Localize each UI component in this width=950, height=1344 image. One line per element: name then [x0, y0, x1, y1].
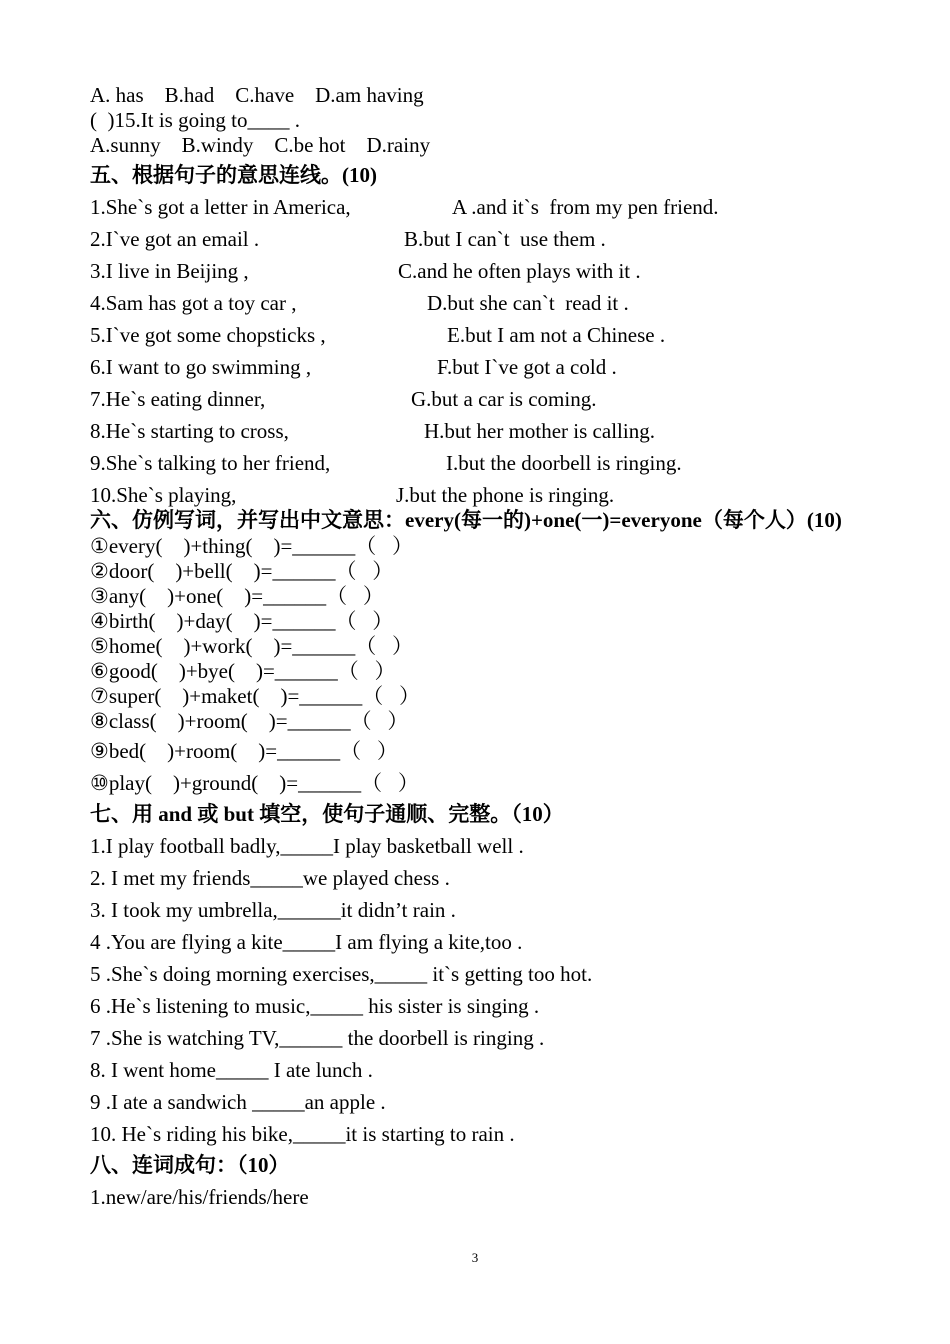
- fill-item-8: 8. I went home_____ I ate lunch .: [90, 1058, 373, 1082]
- fill-item-1: 1.I play football badly,_____I play basketball well .: [90, 834, 524, 858]
- match-right-d: D.but she can`t read it .: [427, 291, 629, 315]
- fill-item-6: 6 .He`s listening to music,_____ his sister is singing .: [90, 994, 540, 1018]
- match-left-2: 2.I`ve got an email .: [90, 227, 260, 251]
- match-left-4: 4.Sam has got a toy car ,: [90, 291, 297, 315]
- match-right-f: F.but I`ve got a cold .: [437, 355, 617, 379]
- compound-item-6: ⑥good( )+bye( )=______（ ）: [90, 659, 396, 683]
- match-right-i: I.but the doorbell is ringing.: [446, 451, 682, 475]
- q14-options: A. has B.had C.have D.am having: [90, 83, 424, 107]
- match-left-3: 3.I live in Beijing ,: [90, 259, 249, 283]
- fill-item-7: 7 .She is watching TV,______ the doorbell is ringing .: [90, 1026, 545, 1050]
- fill-item-4: 4 .You are flying a kite_____I am flying a kite,too .: [90, 930, 523, 954]
- match-left-7: 7.He`s eating dinner,: [90, 387, 266, 411]
- compound-item-3: ③any( )+one( )=______（ ）: [90, 584, 384, 608]
- compound-item-4: ④birth( )+day( )=______（ ）: [90, 609, 394, 633]
- section6-heading: 六、仿例写词，并写出中文意思：every(每一的)+one(一)=everyone（每个人）(10): [90, 508, 842, 532]
- fill-item-2: 2. I met my friends_____we played chess .: [90, 866, 450, 890]
- compound-item-9: ⑨bed( )+room( )=______（ ）: [90, 739, 398, 763]
- section8-heading: 八、连词成句：（10）: [90, 1153, 290, 1177]
- fill-item-5: 5 .She`s doing morning exercises,_____ it`s getting too hot.: [90, 962, 593, 986]
- match-left-9: 9.She`s talking to her friend,: [90, 451, 331, 475]
- fill-item-10: 10. He`s riding his bike,_____it is starting to rain .: [90, 1122, 515, 1146]
- match-left-5: 5.I`ve got some chopsticks ,: [90, 323, 326, 347]
- compound-item-8: ⑧class( )+room( )=______（ ）: [90, 709, 409, 733]
- match-left-1: 1.She`s got a letter in America,: [90, 195, 351, 219]
- page-number: 3: [471, 1250, 479, 1265]
- match-right-e: E.but I am not a Chinese .: [447, 323, 666, 347]
- match-left-10: 10.She`s playing,: [90, 483, 237, 507]
- match-right-h: H.but her mother is calling.: [424, 419, 655, 443]
- match-left-8: 8.He`s starting to cross,: [90, 419, 289, 443]
- match-right-j: J.but the phone is ringing.: [396, 483, 615, 507]
- compound-item-5: ⑤home( )+work( )=______（ ）: [90, 634, 414, 658]
- match-right-a: A .and it`s from my pen friend.: [452, 195, 719, 219]
- fill-item-9: 9 .I ate a sandwich _____an apple .: [90, 1090, 386, 1114]
- q15-stem: ( )15.It is going to____ .: [90, 108, 300, 132]
- compound-item-7: ⑦super( )+maket( )=______（ ）: [90, 684, 421, 708]
- compound-item-1: ①every( )+thing( )=______（ ）: [90, 534, 414, 558]
- sentence-item-1: 1.new/are/his/friends/here: [90, 1185, 309, 1209]
- match-left-6: 6.I want to go swimming ,: [90, 355, 312, 379]
- q15-options: A.sunny B.windy C.be hot D.rainy: [90, 133, 431, 157]
- match-right-c: C.and he often plays with it .: [398, 259, 641, 283]
- section5-heading: 五、根据句子的意思连线。(10): [90, 163, 377, 187]
- section7-heading: 七、用 and 或 but 填空，使句子通顺、完整。（10）: [90, 802, 564, 826]
- compound-item-2: ②door( )+bell( )=______（ ）: [90, 559, 394, 583]
- match-right-g: G.but a car is coming.: [411, 387, 597, 411]
- fill-item-3: 3. I took my umbrella,______it didn’t rain .: [90, 898, 456, 922]
- compound-item-10: ⑩play( )+ground( )=______（ ）: [90, 771, 419, 795]
- match-right-b: B.but I can`t use them .: [404, 227, 606, 251]
